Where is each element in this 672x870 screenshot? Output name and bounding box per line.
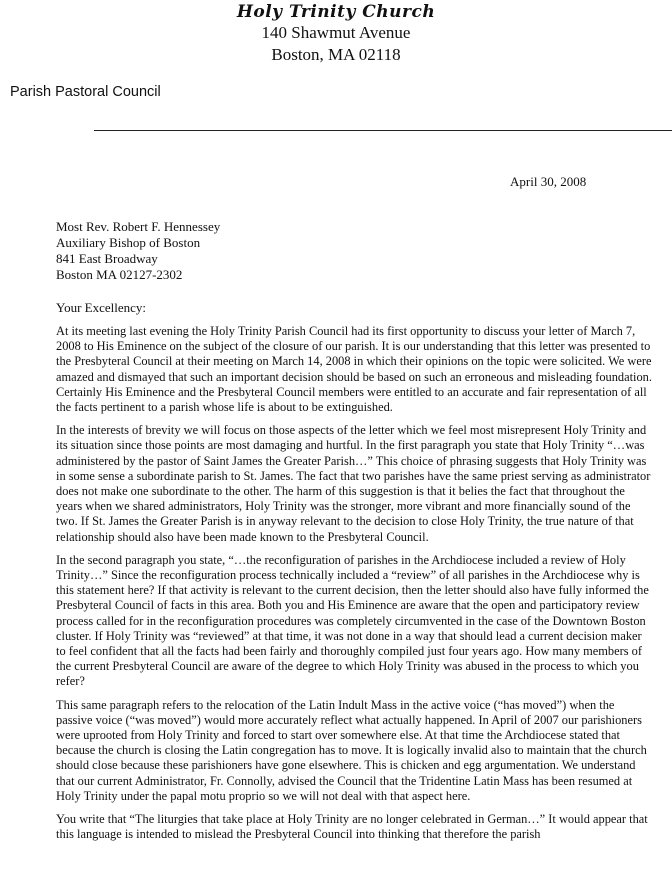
header-divider <box>94 130 672 131</box>
salutation: Your Excellency: <box>56 300 147 315</box>
council-label: Parish Pastoral Council <box>10 84 161 100</box>
paragraph-3: In the second paragraph you state, “…the reconfiguration of parishes in the Archdiocese included a review of Holy Trinity…” Since the reconfiguration process technically included a “review” of all parishes in the Archdiocese why is this statement here? If that activity is relevant to the current decision, then the letter should also have fully informed the Presbyteral Council of facts in this area. Both you and His Eminence are aware that the open and participatory review process called for in the reconfiguration procedures was completely circumvented in the case of the Downtown Boston cluster. If Holy Trinity was “reviewed” at that time, it was not done in a way that should lead a current decision maker to feel confident that all the facts had been fairly and thoroughly compiled just four years ago. How many members of the current Presbyteral Council are aware of the degree to which Holy Trinity was abused in the process to which you refer? <box>56 552 649 689</box>
recipient-title: Auxiliary Bishop of Boston <box>56 235 201 250</box>
letter-body <box>56 324 652 851</box>
recipient-city: Boston MA 02127-2302 <box>56 267 183 282</box>
letterhead <box>0 2 672 66</box>
church-name: Holy Trinity Church <box>236 2 436 22</box>
recipient-block <box>56 219 220 283</box>
paragraph-5: You write that “The liturgies that take place at Holy Trinity are no longer celebrated in German…” It would appear that this language is intended to mislead the Presbyteral Council into thinking that therefore the parish <box>56 812 648 842</box>
paragraph-1: At its meeting last evening the Holy Trinity Parish Council had its first opportunity to discuss your letter of March 7, 2008 to His Eminence on the subject of the closure of our parish. It is our understanding that this letter was presented to the Presbyteral Council at their meeting on March 14, 2008 in which their opinions on the topic were solicited. We were amazed and dismayed that such an important decision should be based on such an erroneous and misleading foundation. Certainly His Eminence and the Presbyteral Council members were entitled to an accurate and fair representation of all the facts pertinent to a parish whose life is about to be extinguished. <box>56 324 652 415</box>
paragraph-4: This same paragraph refers to the relocation of the Latin Indult Mass in the active voice (“has moved”) when the passive voice (“was moved”) would more accurately reflect what actually happened. In April of 2007 our parishioners were uprooted from Holy Trinity and forced to start over somewhere else. At that time the Archdiocese stated that because the church is closing the Latin congregation has to move. It is logically invalid also to maintain that the church should close because these parishioners have gone elsewhere. This is chicken and egg argumentation. We understand that our current Administrator, Fr. Connolly, advised the Council that the Tridentine Latin Mass has been resumed at Holy Trinity under the papal motu proprio so we will not deal with that aspect here. <box>56 697 647 803</box>
church-city: Boston, MA 02118 <box>271 45 401 64</box>
recipient-street: 841 East Broadway <box>56 251 158 266</box>
paragraph-2: In the interests of brevity we will focus on those aspects of the letter which we feel most misrepresent Holy Trinity and its situation since those points are most damaging and hurtful. In the first paragraph you state that Holy Trinity “…was administered by the pastor of Saint James the Greater Parish…” This choice of phrasing suggests that Holy Trinity was in some sense a subordinate parish to St. James. The fact that two parishes have the same priest serving as administrator does not make one subordinate to the other. The harm of this suggestion is that it belies the fact that throughout the years when we shared administrators, Holy Trinity was the stronger, more vibrant and more financially sound of the two. If St. James the Greater Parish is in anyway relevant to the decision to close Holy Trinity, the true nature of that relationship should also have been made known to the Presbyteral Council. <box>56 423 651 544</box>
church-street: 140 Shawmut Avenue <box>261 23 411 42</box>
letter-date: April 30, 2008 <box>510 174 587 189</box>
recipient-name: Most Rev. Robert F. Hennessey <box>56 219 221 234</box>
